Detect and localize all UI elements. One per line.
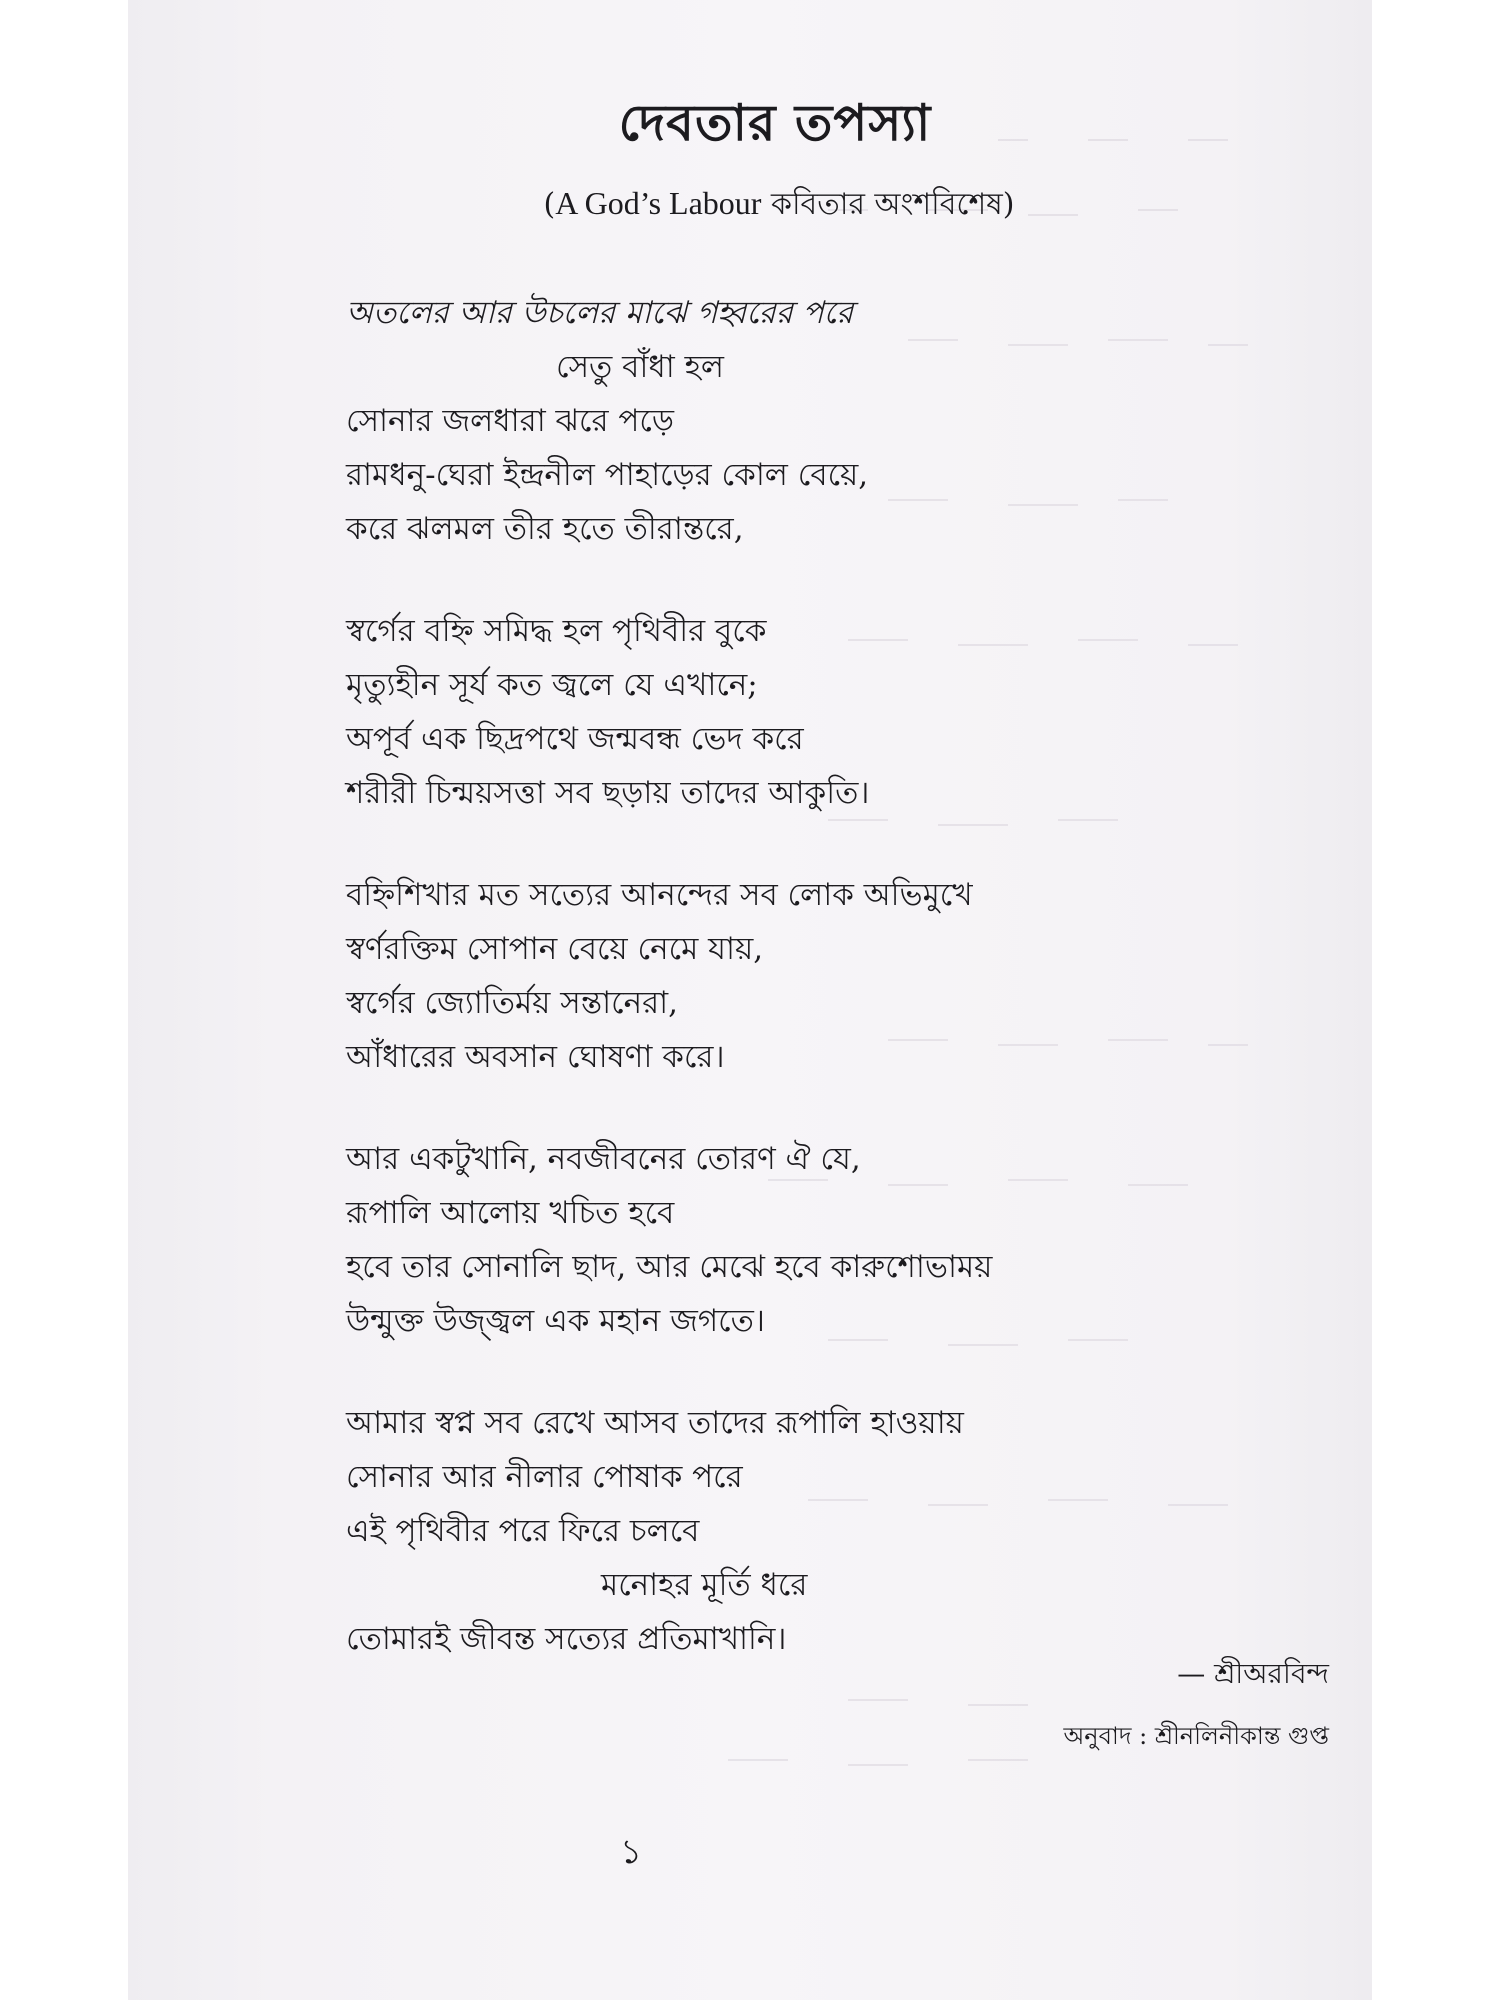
stanza-gap [346, 1084, 1346, 1132]
author-credit: — শ্রীঅরবিন্দ [1177, 1657, 1329, 1690]
stanza-gap [346, 556, 1346, 604]
stanza [346, 868, 1346, 1084]
poem-line: বহ্নিশিখার মত সত্যের আনন্দের সব লোক অভিমুখে [346, 877, 973, 913]
poem-line: রামধনু-ঘেরা ইন্দ্রনীল পাহাড়ের কোল বেয়ে, [346, 457, 869, 493]
stanza [346, 286, 1346, 556]
poem-body [346, 286, 1346, 1666]
poem-line: মনোহর মূর্তি ধরে [601, 1567, 808, 1603]
poem-line: অতলের আর উচলের মাঝে গহ্বরের পরে [346, 295, 854, 331]
poem-line: করে ঝলমল তীর হতে তীরান্তরে, [346, 511, 744, 547]
subtitle [128, 180, 1372, 231]
page-number: ১ [620, 1832, 643, 1872]
stanza-gap [346, 1348, 1346, 1396]
poem-line: সেতু বাঁধা হল [556, 349, 725, 385]
poem-line: অপূর্ব এক ছিদ্রপথে জন্মবন্ধ ভেদ করে [346, 721, 804, 757]
poem-line: শরীরী চিন্ময়সত্তা সব ছড়ায় তাদের আকুতি। [346, 775, 870, 811]
poem-line: সোনার আর নীলার পোষাক পরে [346, 1459, 743, 1495]
poem-line: হবে তার সোনালি ছাদ, আর মেঝে হবে কারুশোভাময় [346, 1249, 993, 1285]
poem-line: আর একটুখানি, নবজীবনের তোরণ ঐ যে, [346, 1141, 861, 1177]
book-page [128, 0, 1372, 2000]
poem-line: সোনার জলধারা ঝরে পড়ে [346, 403, 674, 439]
stanza-gap [346, 820, 1346, 868]
subtitle-open-paren: ( [543, 187, 556, 222]
stanza [346, 1132, 1346, 1348]
poem-line: স্বর্গের বহ্নি সমিদ্ধ হল পৃথিবীর বুকে [346, 613, 767, 649]
poem-line: মৃত্যুহীন সূর্য কত জ্বলে যে এখানে; [346, 667, 758, 703]
poem-line: আঁধারের অবসান ঘোষণা করে। [346, 1039, 725, 1075]
poem-line: স্বর্গের জ্যোতির্ময় সন্তানেরা, [346, 985, 678, 1021]
poem-line: উন্মুক্ত উজ্জ্বল এক মহান জগতে। [346, 1303, 765, 1339]
page-title: দেবতার তপস্যা [618, 93, 932, 152]
poem-line: রূপালি আলোয় খচিত হবে [346, 1195, 675, 1231]
poem-line: আমার স্বপ্ন সব রেখে আসব তাদের রূপালি হাওয়ায় [346, 1405, 964, 1441]
subtitle-english-title: A God’s Labour [555, 185, 762, 221]
stanza [346, 1396, 1346, 1666]
subtitle-bengali-note: কবিতার অংশবিশেষ) [761, 187, 1015, 222]
translator-credit: অনুবাদ : শ্রীনলিনীকান্ত গুপ্ত [1063, 1722, 1329, 1750]
poem-line: তোমারই জীবন্ত সত্যের প্রতিমাখানি। [346, 1621, 787, 1657]
poem-line: এই পৃথিবীর পরে ফিরে চলবে [346, 1513, 700, 1549]
poem-line: স্বর্ণরক্তিম সোপান বেয়ে নেমে যায়, [346, 931, 764, 967]
stanza [346, 604, 1346, 820]
